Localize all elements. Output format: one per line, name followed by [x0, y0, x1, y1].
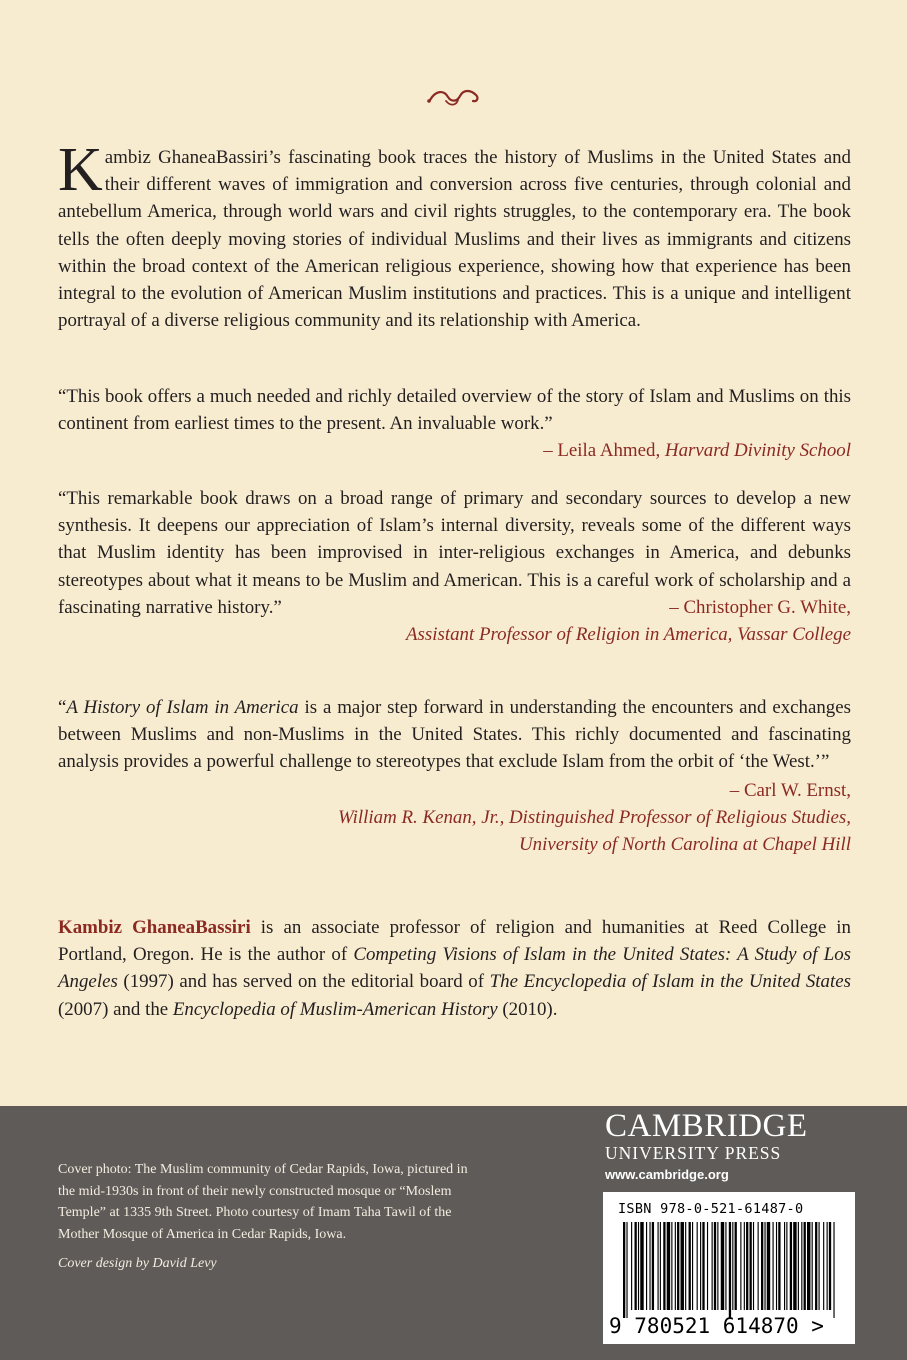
- barcode-bar: [735, 1222, 737, 1310]
- barcode-icon: [611, 1222, 847, 1318]
- barcode-bar: [667, 1222, 670, 1310]
- barcode-bar: [761, 1222, 763, 1310]
- barcode-bar: [623, 1222, 625, 1318]
- barcode-bar: [635, 1222, 637, 1310]
- quote-author: – Carl W. Ernst,: [729, 779, 851, 801]
- barcode-bar: [660, 1222, 661, 1310]
- barcode-bar: [786, 1222, 787, 1310]
- barcode-bar: [689, 1222, 691, 1310]
- isbn-label: ISBN 978-0-521-61487-0: [618, 1201, 804, 1217]
- barcode-bar: [646, 1222, 647, 1310]
- barcode-bar: [714, 1222, 716, 1310]
- book-title: A History of Islam in America: [66, 697, 299, 718]
- barcode-box: [603, 1192, 855, 1344]
- barcode-bar: [758, 1222, 759, 1310]
- quote-ahmed: [58, 383, 851, 465]
- cover-credits: [58, 1159, 478, 1275]
- publisher-url: www.cambridge.org: [605, 1167, 729, 1182]
- barcode-bar: [732, 1222, 733, 1310]
- barcode-bar: [746, 1222, 748, 1310]
- barcode-bar: [764, 1222, 765, 1310]
- quote-affiliation: Assistant Professor of Religion in America, Vassar College: [406, 624, 851, 646]
- barcode-bar: [804, 1222, 806, 1310]
- barcode-bar: [681, 1222, 684, 1310]
- quote-attribution: [58, 437, 851, 464]
- barcode-bar: [815, 1222, 817, 1310]
- barcode-digits: 9 780521 614870 >: [609, 1314, 824, 1338]
- barcode-bar: [700, 1222, 701, 1310]
- barcode-bar: [707, 1222, 708, 1310]
- book-title: The Encyclopedia of Islam in the United States: [489, 971, 851, 993]
- barcode-bar: [631, 1222, 632, 1310]
- barcode-bar: [729, 1222, 731, 1318]
- barcode-bar: [712, 1222, 713, 1310]
- barcode-bar: [823, 1222, 824, 1310]
- quote-white: [58, 485, 851, 648]
- barcode-bar: [807, 1222, 810, 1310]
- barcode-bar: [776, 1222, 777, 1310]
- barcode-bar: [801, 1222, 802, 1310]
- barcode-bar: [663, 1222, 665, 1310]
- barcode-bar: [827, 1222, 828, 1310]
- barcode-bar: [725, 1222, 726, 1310]
- barcode-bar: [819, 1222, 820, 1310]
- drop-cap: K: [58, 136, 103, 204]
- barcode-bar: [778, 1222, 780, 1310]
- barcode-bar: [773, 1222, 774, 1310]
- quote-affiliation: Harvard Divinity School: [664, 440, 851, 462]
- barcode-bar: [671, 1222, 672, 1310]
- barcode-bar: [685, 1222, 686, 1310]
- barcode-bar: [798, 1222, 799, 1310]
- publisher-name: CAMBRIDGE: [605, 1108, 808, 1144]
- barcode-bar: [638, 1222, 639, 1310]
- quote-author: – Leila Ahmed,: [543, 440, 661, 462]
- barcode-bar: [829, 1222, 831, 1310]
- barcode-bar: [784, 1222, 785, 1310]
- barcode-bar: [658, 1222, 659, 1310]
- barcode-bar: [677, 1222, 679, 1310]
- barcode-bar: [717, 1222, 718, 1310]
- barcode-bar: [793, 1222, 796, 1310]
- publisher-subtitle: UNIVERSITY PRESS: [605, 1143, 782, 1163]
- barcode-bar: [812, 1222, 813, 1310]
- barcode-bar: [740, 1222, 741, 1310]
- book-title: Competing Visions of Islam in the United States: A Study of Los Angeles: [58, 944, 851, 993]
- author-name: Kambiz GhaneaBassiri: [58, 917, 251, 938]
- barcode-bar: [744, 1222, 745, 1310]
- quote-ernst: [58, 694, 851, 858]
- barcode-bar: [692, 1222, 693, 1310]
- cover-photo-credit: Cover photo: The Muslim community of Cedar Rapids, Iowa, pictured in the mid-1930s in front of their newly constructed mosque or “Moslem Temple” at 1335 9th Street. Photo courtesy of Imam Taha Tawil of the Mother Mosque of America in Cedar Rapids, Iowa.: [58, 1162, 468, 1242]
- quote-affiliation: William R. Kenan, Jr., Distinguished Professor of Religious Studies,: [337, 806, 851, 828]
- barcode-bar: [721, 1222, 724, 1310]
- book-title: Encyclopedia of Muslim-American History: [172, 998, 498, 1020]
- quote-affiliation-2: University of North Carolina at Chapel Hill: [519, 834, 851, 856]
- quote-text: “This remarkable book draws on a broad range of primary and secondary sources to develop a new synthesis. It deepens our appreciation of Islam’s internal diversity, reveals some of the different ways that Muslim identity has been improvised in inter-religious exchanges in America, and debunks stereotypes about what it means to be Muslim and American. This is a careful work of scholarship and a fascinating narrative history.”: [58, 488, 851, 618]
- barcode-bar: [753, 1222, 754, 1310]
- barcode-bar: [833, 1222, 834, 1318]
- barcode-bar: [750, 1222, 752, 1310]
- quote-text: “A History of Islam in America is a major step forward in understanding the encounters and exchanges between Muslims and non-Muslims in the United States. This richly documented and fascinating analysis provides a powerful challenge to stereotypes that exclude Islam from the orbit of ‘the West.’”: [58, 697, 851, 773]
- barcode-bar: [626, 1222, 627, 1318]
- cover-design-credit: Cover design by David Levy: [58, 1256, 217, 1271]
- quote-author: – Christopher G. White,: [669, 596, 851, 618]
- barcode-bar: [702, 1222, 704, 1310]
- barcode-bar: [640, 1222, 643, 1310]
- flourish-icon: [424, 86, 484, 108]
- blurb: [58, 136, 851, 334]
- author-bio: Kambiz GhaneaBassiri is an associate professor of religion and humanities at Reed College in Portland, Oregon. He is the author of Competing Visions of Islam in the United States: A Study of Los Angeles (1997) and has served on the editorial board of The Encyclopedia of Islam in the United States (2007) and the Encyclopedia of Muslim-American History (2010).: [58, 917, 851, 1020]
- quote-text: “This book offers a much needed and richly detailed overview of the story of Islam and Muslims on this continent from earliest times to the present. An invaluable work.”: [58, 386, 851, 435]
- barcode-bar: [675, 1222, 676, 1310]
- ornament-icon: [0, 86, 907, 113]
- barcode-bar: [767, 1222, 770, 1310]
- publisher-logo: [605, 1108, 833, 1182]
- barcode-bar: [652, 1222, 654, 1310]
- barcode-bar: [649, 1222, 650, 1310]
- blurb-text: ambiz GhaneaBassiri’s fascinating book traces the history of Muslims in the United States and their different waves of immigration and conversion across five centuries, through colonial and antebellum America, through world wars and civil rights struggles, to the contemporary era. The book tells the often deeply moving stories of individual Muslims and their lives as immigrants and citizens within the broad context of the American religious experience, showing how that experience has been integral to the evolution of American Muslim institutions and practices. This is a unique and intelligent portrayal of a diverse religious community and its relationship with America.: [58, 147, 851, 332]
- barcode-bar: [790, 1222, 792, 1310]
- barcode-bar: [697, 1222, 698, 1310]
